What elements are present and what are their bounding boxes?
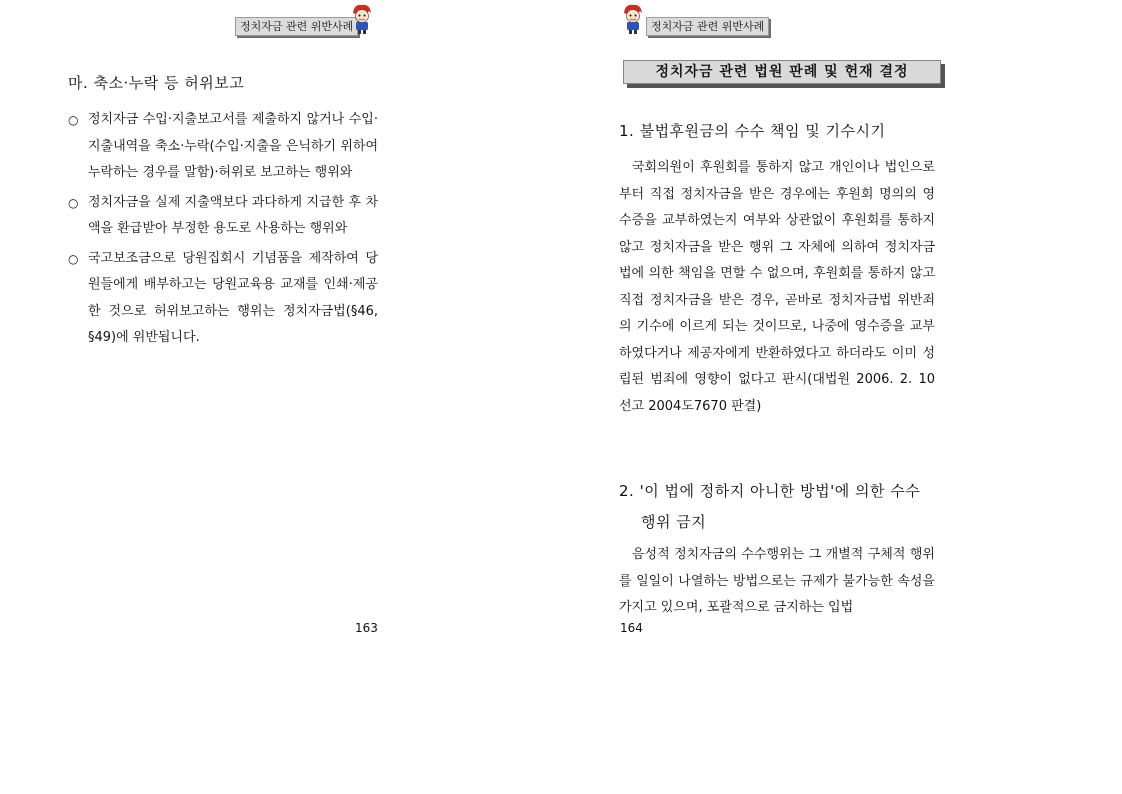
cartoon-mascot-icon	[350, 3, 374, 35]
section-title: 마. 축소·누락 등 허위보고	[68, 74, 245, 92]
heading-2-line-2: 행위 금지	[641, 513, 707, 531]
right-page	[561, 0, 1122, 794]
heading-2-line-1: 2. '이 법에 정하지 아니한 방법'에 의한 수수	[619, 482, 921, 500]
list-item	[68, 107, 378, 187]
bullet-circle-icon: ○	[68, 113, 79, 127]
bullet-text: 국고보조금으로 당원집회시 기념품을 제작하여 당원들에게 배부하고는 당원교육용 교재를 인쇄·제공한 것으로 허위보고하는 행위는 정치자금법(§46, §49)에 위반됩니다.	[88, 250, 378, 345]
paragraph-2-text: 음성적 정치자금의 수수행위는 그 개별적 구체적 행위를 일일이 나열하는 방법으로는 규제가 불가능한 속성을 가지고 있으며, 포괄적으로 금지하는 입법	[619, 547, 935, 615]
chapter-banner: 정치자금 관련 법원 판례 및 헌재 결정	[623, 60, 941, 84]
bullet-circle-icon: ○	[68, 251, 79, 266]
bullet-circle-icon: ○	[68, 195, 79, 210]
page-number-right: 164	[620, 621, 643, 635]
heading-2	[619, 476, 939, 538]
list-item	[68, 246, 378, 352]
heading-1: 1. 불법후원금의 수수 책임 및 기수시기	[619, 122, 886, 140]
page-number-left: 163	[355, 621, 378, 635]
paragraph-1	[619, 155, 935, 420]
bullet-text: 정치자금 수입·지출보고서를 제출하지 않거나 수입·지출내역을 축소·누락(수입·지출을 은닉하기 위하여 누락하는 경우를 말함)·허위로 보고하는 행위와	[88, 112, 378, 180]
cartoon-mascot-icon	[621, 3, 645, 35]
bullet-list	[68, 107, 378, 355]
paragraph-1-text: 국회의원이 후원회를 통하지 않고 개인이나 법인으로부터 직접 정치자금을 받은 경우에는 후원회 명의의 영수증을 교부하였는지 여부와 상관없이 후원회를 통하지 않고 정치자금을 받은 행위 그 자체에 의하여 정치자금법에 의한 책임을 면할 수 없으며, 후원회를 통하지 않고 직접 정치자금을 받은 경우, 곧바로 정치자금법 위반죄의 기수에 이르게 되는 것이므로, 나중에 영수증을 교부하였다거나 제공자에게 반환하였다고 하더라도 이미 성립된 범죄에 영향이 없다고 판시(대법원 2006. 2. 10 선고 2004도7670 판결)	[619, 160, 935, 414]
running-header-right: 정치자금 관련 위반사례	[646, 17, 769, 36]
list-item	[68, 190, 378, 243]
paragraph-2	[619, 542, 935, 622]
bullet-text: 정치자금을 실제 지출액보다 과다하게 지급한 후 차액을 환급받아 부정한 용도로 사용하는 행위와	[88, 194, 378, 236]
running-header-left: 정치자금 관련 위반사례	[235, 17, 358, 36]
